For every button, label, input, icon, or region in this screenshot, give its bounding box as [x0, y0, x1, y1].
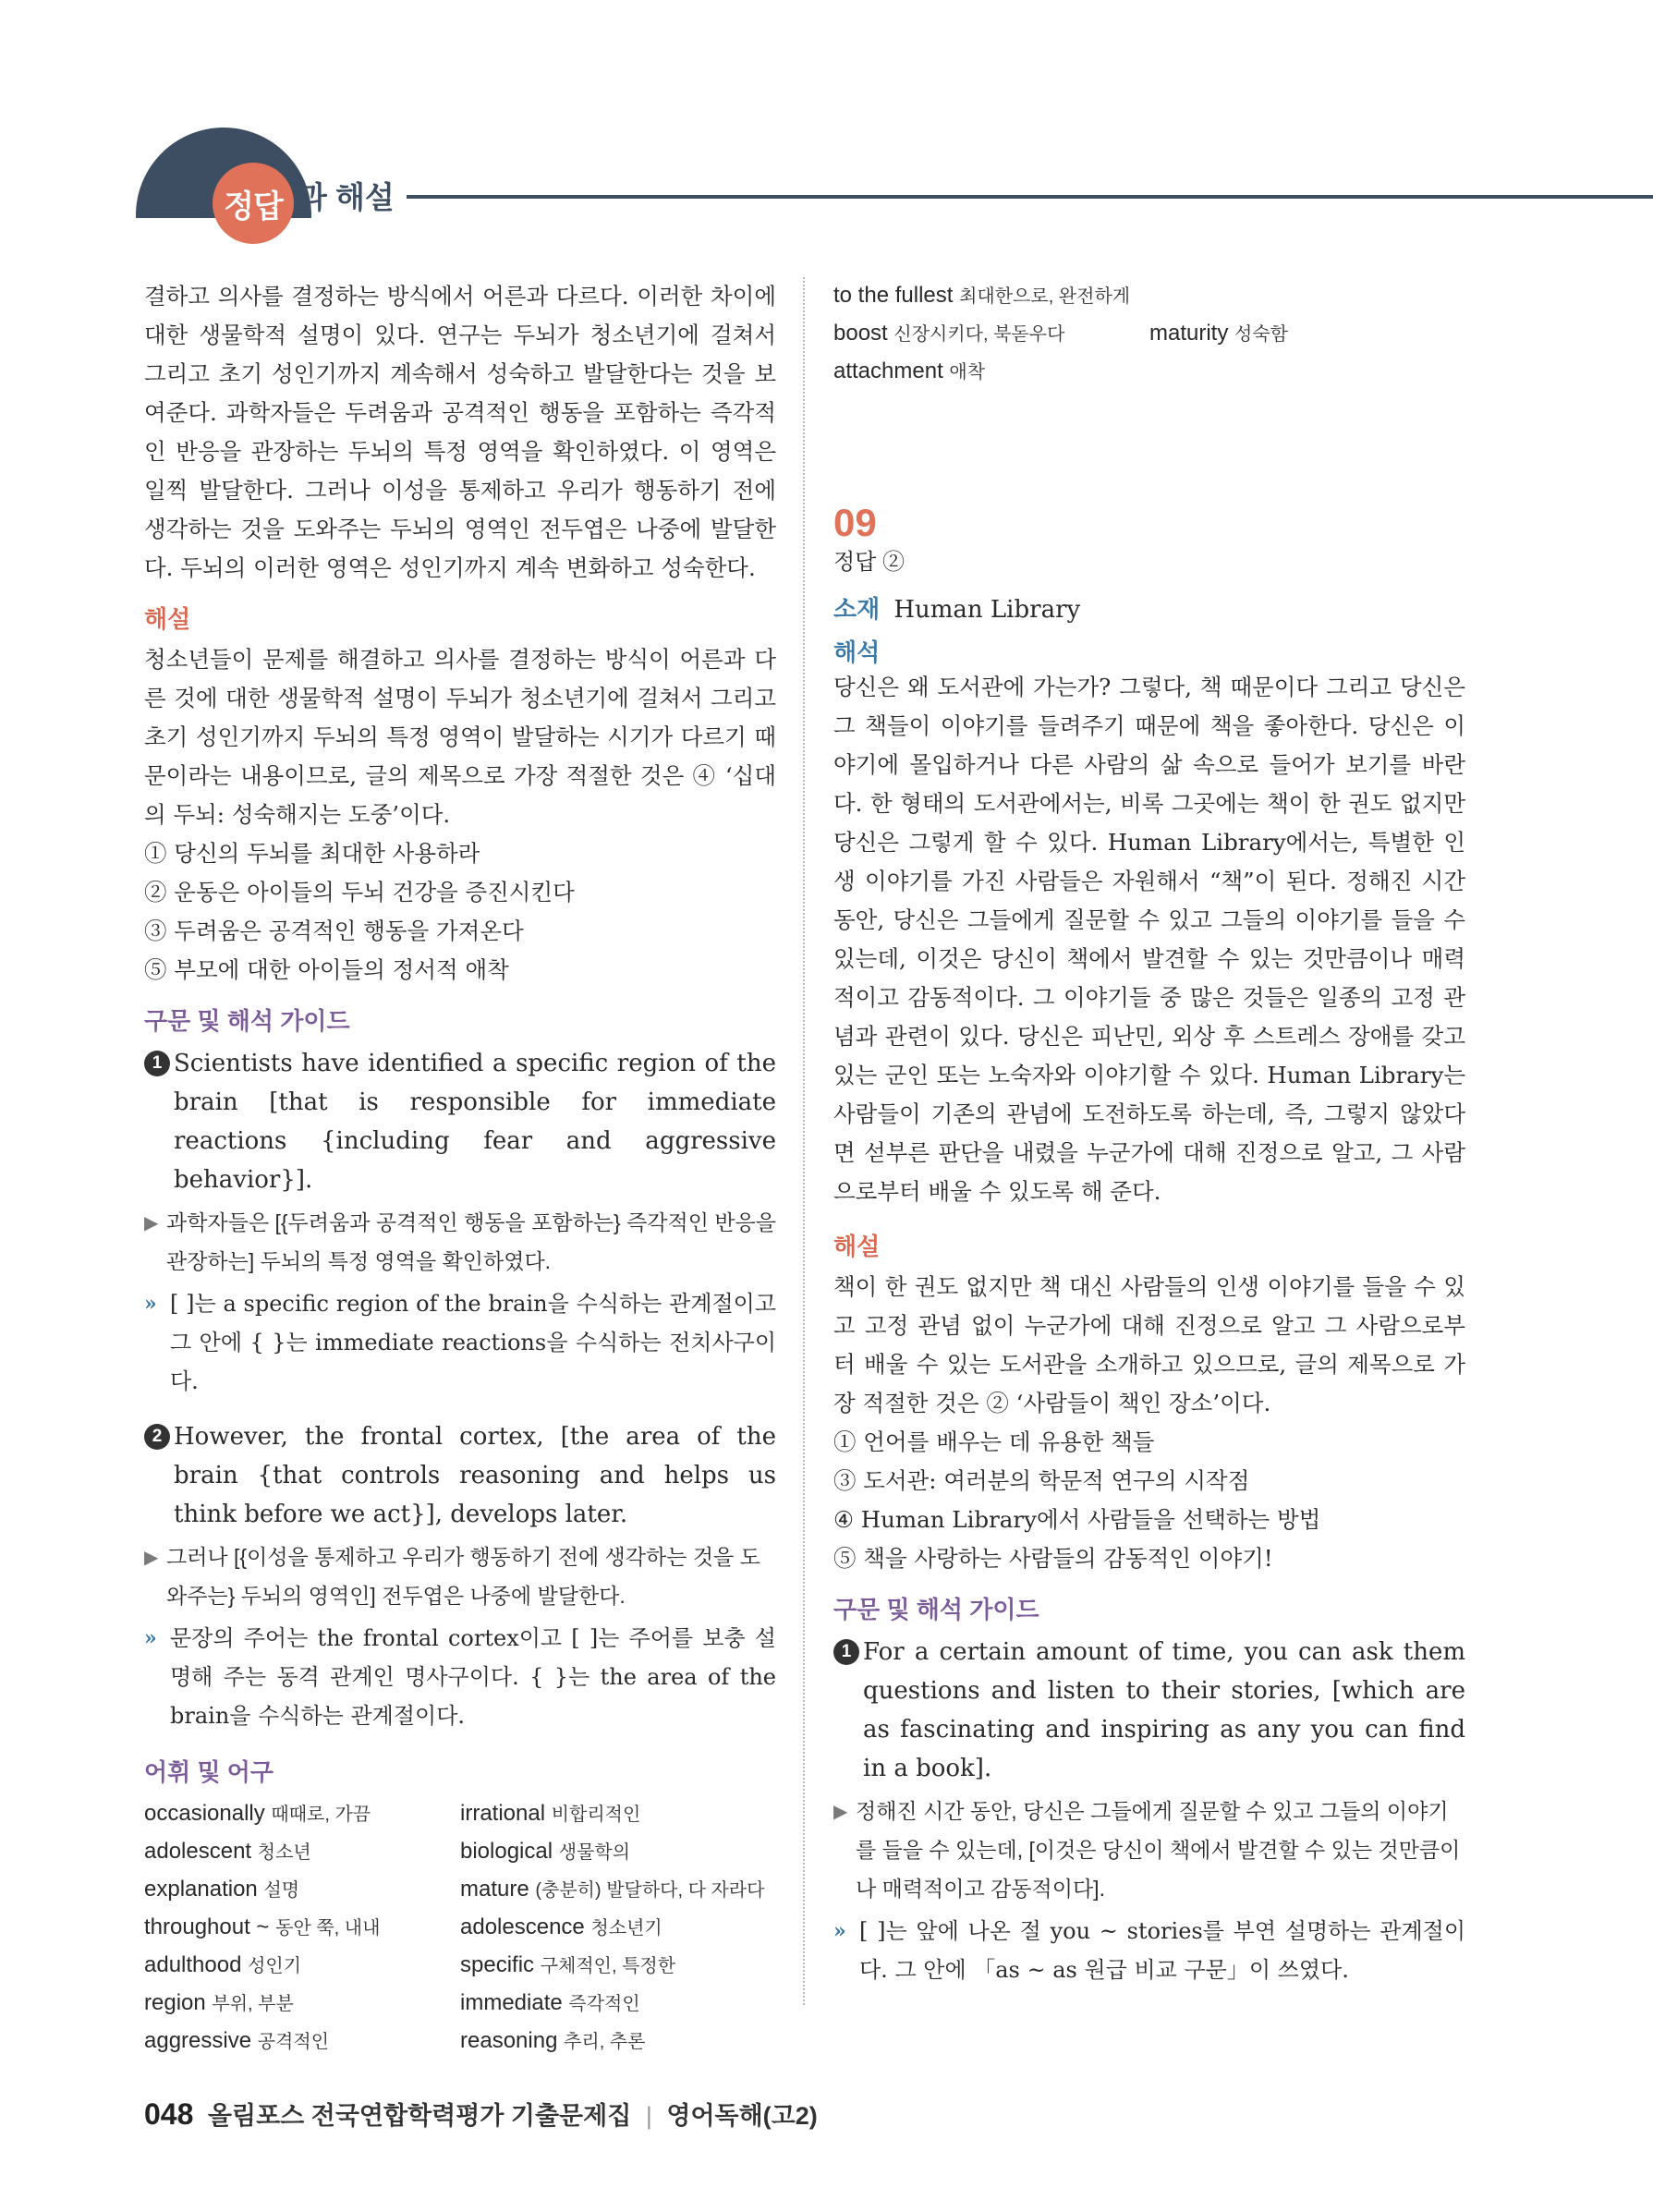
- guide-note: [ ]는 a specific region of the brain을 수식하는 관계절이고 그 안에 { }는 immediate reactions을 수식하는 전치사구이다.: [170, 1291, 776, 1394]
- header-badge: 정답: [213, 163, 294, 244]
- guide-item-1: [144, 1044, 776, 1199]
- option-item: ① 언어를 배우는 데 유용한 책들: [833, 1428, 1155, 1455]
- option-item: ③ 두려움은 공격적인 행동을 가져온다: [144, 918, 524, 944]
- topic-label: 소재: [833, 595, 881, 623]
- vocab-item: region 부위, 부분: [144, 1990, 294, 2015]
- page-number: 048: [144, 2097, 194, 2131]
- guide-translation-2: [144, 1537, 776, 1615]
- vocab-item: boost 신장시키다, 북돋우다: [833, 321, 1065, 346]
- topic-line: [833, 590, 1465, 625]
- right-column: [833, 277, 1465, 1989]
- option-item: ⑤ 부모에 대한 아이들의 정서적 애착: [144, 956, 509, 983]
- guide-translation-1: [144, 1203, 776, 1281]
- option-item: ① 당신의 두뇌를 최대한 사용하라: [144, 840, 480, 867]
- publisher-title: 올림포스 전국연합학력평가 기출문제집: [207, 2102, 632, 2130]
- option-item: ④ Human Library에서 사람들을 선택하는 방법: [833, 1506, 1321, 1533]
- vocab-item: irrational 비합리적인: [460, 1801, 641, 1826]
- option-item: ⑤ 책을 사랑하는 사람들의 감동적인 이야기!: [833, 1545, 1273, 1572]
- topic-value: Human Library: [893, 596, 1081, 624]
- haeseol-heading: 해설: [144, 605, 191, 633]
- vocab-item: adolescence 청소년기: [460, 1914, 662, 1939]
- guide-english: For a certain amount of time, you can ask them questions and listen to their stories, [which are as fascinating and inspiring as any you can find in a book].: [863, 1638, 1465, 1782]
- guide-english: However, the frontal cortex, [the area of the brain {that controls reasoning and helps us think before we act}], develops later.: [174, 1423, 776, 1528]
- haeseol-paragraph: 청소년들이 문제를 해결하고 의사를 결정하는 방식이 어른과 다른 것에 대한 생물학적 설명이 두뇌가 청소년기에 걸쳐서 그리고 초기 성인기까지 두뇌의 특정 영역이 발달하는 시기가 다르기 때문이라는 내용이므로, 글의 제목으로 가장 적절한 것은 ④ ‘십대의 두뇌: 성숙해지는 도중’이다.: [144, 646, 776, 828]
- question-number: 09: [833, 501, 877, 544]
- vocab-item: [1149, 277, 1465, 315]
- vocab-list-continued: [833, 277, 1465, 391]
- translation-paragraph: 결하고 의사를 결정하는 방식에서 어른과 다르다. 이러한 차이에 대한 생물학적 설명이 있다. 연구는 두뇌가 청소년기에 걸쳐서 그리고 초기 성인기까지 계속해서 성숙하고 발달한다는 것을 보여준다. 과학자들은 두려움과 공격적인 행동을 포함하는 즉각적인 반응을 관장하는 두뇌의 특정 영역을 확인하였다. 이 영역은 일찍 발달한다. 그러나 이성을 통제하고 우리가 행동하기 전에 생각하는 것을 도와주는 두뇌의 영역인 전두엽은 나중에 발달한다. 두뇌의 이러한 영역은 성인기까지 계속 변화하고 성숙한다.: [144, 283, 776, 581]
- triangle-icon: ▶: [833, 1800, 848, 1822]
- page-footer: [144, 2096, 818, 2132]
- vocab-heading: 어휘 및 어구: [144, 1758, 274, 1786]
- vocab-item: maturity 성숙함: [1149, 321, 1288, 346]
- guide-heading: 구문 및 해석 가이드: [833, 1596, 1039, 1623]
- number-badge: 1: [833, 1639, 859, 1665]
- guide-note-1: [833, 1912, 1465, 1989]
- option-item: ② 운동은 아이들의 두뇌 건강을 증진시킨다: [144, 879, 575, 905]
- vocab-item: immediate 즉각적인: [460, 1990, 640, 2015]
- double-chevron-icon: »: [144, 1626, 157, 1650]
- vocab-item: attachment 애착: [833, 359, 986, 383]
- guide-item-1: [833, 1633, 1465, 1788]
- footer-separator: |: [645, 2102, 652, 2130]
- double-chevron-icon: »: [144, 1292, 157, 1316]
- vocab-item: aggressive 공격적인: [144, 2028, 330, 2053]
- guide-english: Scientists have identified a specific region of the brain [that is responsible for immediate reactions {including fear and aggressive behavior}].: [174, 1050, 776, 1194]
- vocab-item: occasionally 때때로, 가끔: [144, 1801, 371, 1826]
- vocab-item: to the fullest 최대한으로, 완전하게: [833, 283, 1131, 308]
- guide-note: [ ]는 앞에 나온 절 you ~ stories를 부연 설명하는 관계절이다. 그 안에 「as ~ as 원급 비교 구문」이 쓰였다.: [859, 1918, 1465, 1983]
- vocab-item: explanation 설명: [144, 1877, 300, 1902]
- number-badge: 2: [144, 1424, 170, 1450]
- haeseok-heading: 해석: [833, 638, 881, 666]
- guide-note-2: [144, 1619, 776, 1735]
- haeseok-paragraph: 당신은 왜 도서관에 가는가? 그렇다, 책 때문이다 그리고 당신은 그 책들이 이야기를 들려주기 때문에 책을 좋아한다. 당신은 이야기에 몰입하거나 다른 사람의 삶 속으로 들어가 보기를 바란다. 한 형태의 도서관에서는, 비록 그곳에는 책이 한 권도 없지만 당신은 그렇게 할 수 있다. Human Library에서는, 특별한 인생 이야기를 가진 사람들은 자원해서 “책”이 된다. 정해진 시간 동안, 당신은 그들에게 질문할 수 있고 그들의 이야기를 들을 수 있는데, 이것은 당신이 책에서 발견할 수 있는 것만큼이나 매력적이고 감동적이다. 그 이야기들 중 많은 것들은 일종의 고정 관념과 관련이 있다. 당신은 피난민, 외상 후 스트레스 장애를 갖고 있는 군인 또는 노숙자와 이야기할 수 있다. Human Library는 사람들이 기존의 관념에 도전하도록 하는데, 즉, 그렇지 않았다면 섣부른 판단을 내렸을 누군가에 대해 진정으로 알고, 그 사람으로부터 배울 수 있도록 해 준다.: [833, 674, 1465, 1205]
- vocab-list: [144, 1795, 776, 2060]
- guide-translation-1: [833, 1792, 1465, 1908]
- column-divider: [803, 277, 805, 2005]
- guide-heading: 구문 및 해석 가이드: [144, 1007, 350, 1035]
- answer-line: 정답 ②: [833, 550, 906, 575]
- vocab-item: [1149, 353, 1465, 391]
- guide-note: 문장의 주어는 the frontal cortex이고 [ ]는 주어를 보충 설명해 주는 동격 관계인 명사구이다. { }는 the area of the brain을 수식하는 관계절이다.: [170, 1625, 776, 1729]
- subject-title: 영어독해(고2): [666, 2102, 818, 2130]
- guide-korean: 그러나 [{이성을 통제하고 우리가 행동하기 전에 생각하는 것을 도와주는} 두뇌의 영역인] 전두엽은 나중에 발달한다.: [166, 1545, 760, 1608]
- number-badge: 1: [144, 1051, 170, 1076]
- double-chevron-icon: »: [833, 1919, 846, 1943]
- guide-note-1: [144, 1284, 776, 1401]
- vocab-item: adolescent 청소년: [144, 1839, 311, 1864]
- haeseol-paragraph: 책이 한 권도 없지만 책 대신 사람들의 인생 이야기를 들을 수 있고 고정 관념 없이 누군가에 대해 진정으로 알고 그 사람으로부터 배울 수 있는 도서관을 소개하고 있으므로, 글의 제목으로 가장 적절한 것은 ② ‘사람들이 책인 장소’이다.: [833, 1273, 1465, 1416]
- vocab-item: specific 구체적인, 특정한: [460, 1952, 676, 1977]
- guide-korean: 정해진 시간 동안, 당신은 그들에게 질문할 수 있고 그들의 이야기를 들을 수 있는데, [이것은 당신이 책에서 발견할 수 있는 것만큼이나 매력적이고 감동적이다].: [856, 1799, 1461, 1901]
- vocab-item: throughout ~ 동안 쭉, 내내: [144, 1914, 381, 1939]
- vocab-item: mature (충분히) 발달하다, 다 자라다: [460, 1877, 765, 1902]
- left-column: [144, 277, 776, 2060]
- vocab-item: adulthood 성인기: [144, 1952, 302, 1977]
- header-rule: [407, 195, 1653, 199]
- guide-item-2: [144, 1417, 776, 1534]
- triangle-icon: ▶: [144, 1546, 159, 1568]
- guide-korean: 과학자들은 [{두려움과 공격적인 행동을 포함하는} 즉각적인 반응을 관장하는] 두뇌의 특정 영역을 확인하였다.: [166, 1210, 776, 1273]
- header-title: 과 해설: [298, 180, 395, 214]
- haeseol-heading: 해설: [833, 1233, 881, 1260]
- option-item: ③ 도서관: 여러분의 학문적 연구의 시작점: [833, 1467, 1250, 1494]
- triangle-icon: ▶: [144, 1211, 159, 1234]
- vocab-item: biological 생물학의: [460, 1839, 631, 1864]
- vocab-item: reasoning 추리, 추론: [460, 2028, 646, 2053]
